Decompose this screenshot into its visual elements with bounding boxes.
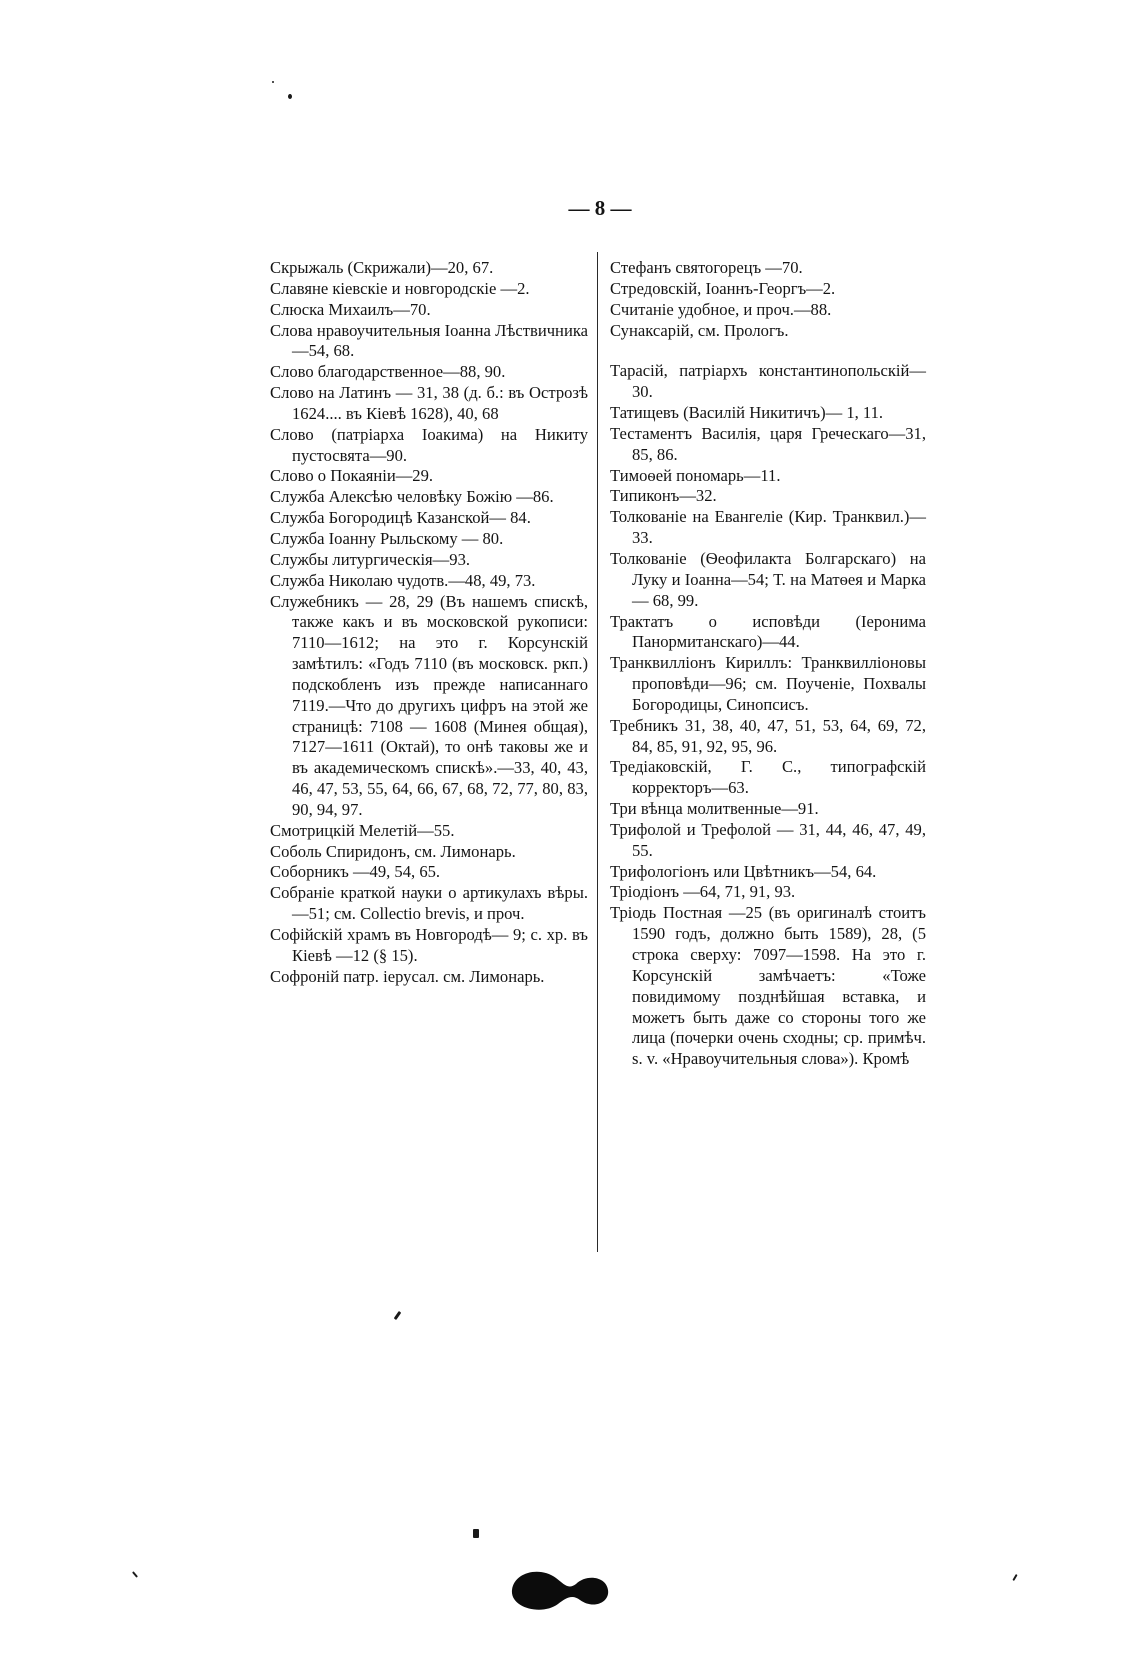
section-gap (610, 341, 926, 361)
index-entry: Тимоѳей пономарь—11. (610, 465, 781, 485)
index-entry: Трифологіонъ или Цвѣтникъ—54, 64. (610, 861, 877, 881)
index-entry: Соборникъ —49, 54, 65. (270, 862, 441, 882)
index-entry: Служебникъ — 28, 29 (Въ нашемъ спискѣ, также какъ и въ московской рукописи: 7110—1612; на это г. Корсунскій замѣтилъ: «Годъ 7110 (въ московск. ркп.) подскобленъ изъ прежде написаннаго 7119.—Что до другихъ цифръ на этой же страницѣ: 7108 — 1608 (Минея общая), 7127—1611 (Октай), то онѣ таковы же и въ академическомъ спискѣ».—33, 40, 43, 46, 47, 53, 55, 64, 66, 67, 68, 72, 77, 80, 83, 90, 94, 97. (270, 591, 588, 819)
index-entry: Трифолой и Трефолой — 31, 44, 46, 47, 49, 55. (610, 819, 926, 860)
index-entry: Транквилліонъ Кириллъ: Транквилліоновы проповѣди—96; см. Поученіе, Похвалы Богородицы, Синопсисъ. (610, 653, 926, 714)
index-entry: Слова нравоучительныя Іоанна Лѣствичника—54, 68. (270, 320, 588, 361)
index-entry: Службы литургическія—93. (270, 549, 471, 569)
index-entry: Смотрицкій Мелетій—55. (270, 820, 455, 840)
index-entry: Служба Іоанну Рыльскому — 80. (270, 528, 504, 548)
index-entry: Тріодіонъ —64, 71, 91, 93. (610, 882, 796, 902)
index-entry: Славяне кіевскіе и новгородскіе —2. (270, 278, 530, 298)
scan-speck (394, 1311, 402, 1320)
index-entry: Три вѣнца молитвенные—91. (610, 799, 819, 819)
index-entry: Служба Алексѣю человѣку Божію —86. (270, 487, 554, 507)
index-entry: Толкованіе на Евангеліе (Кир. Транквил.)—33. (610, 507, 926, 548)
column-divider (597, 252, 598, 1252)
index-entry: Служба Николаю чудотв.—48, 49, 73. (270, 570, 536, 590)
index-entry: Слово о Покаяніи—29. (270, 466, 434, 486)
index-entry: Собраніе краткой науки о артикулахъ вѣры.—51; см. Collectio brevis, и проч. (270, 883, 588, 924)
index-column-left (270, 258, 588, 988)
index-entry: Татищевъ (Василій Никитичъ)— 1, 11. (610, 403, 884, 423)
index-entry: Стредовскій, Іоаннъ-Георгъ—2. (610, 278, 836, 298)
index-entry: Тріодь Постная —25 (въ оригиналѣ стоитъ 1590 годъ, должно быть 1589), 28, (5 строка сверху: 7097—1598. На это г. Корсунскій замѣчаетъ: «Тоже повидимому позднѣйшая вставка, и можетъ быть даже со стороны того же лица (почерки очень сходны; ср. примѣч. s. v. «Нравоучительныя слова»). Кромѣ (610, 903, 926, 1069)
index-entry: Трактатъ о исповѣди (Іеронима Панормитанскаго)—44. (610, 611, 926, 652)
index-entry: Тарасій, патріархъ константинопольскій—30. (610, 361, 926, 402)
index-entry: Стефанъ святогорецъ —70. (610, 258, 803, 277)
index-column-right (610, 258, 926, 1070)
index-entry: Служба Богородицѣ Казанской— 84. (270, 508, 531, 528)
index-entry: Слово благодарственное—88, 90. (270, 362, 506, 382)
index-entry: Софійскій храмъ въ Новгородѣ— 9; с. хр. въ Кіевѣ —12 (§ 15). (270, 925, 588, 965)
index-entry: Типиконъ—32. (610, 486, 717, 506)
index-entry: Требникъ 31, 38, 40, 47, 51, 53, 64, 69, 72, 84, 85, 91, 92, 95, 96. (610, 715, 926, 756)
index-entry: Слюска Михаилъ—70. (270, 299, 431, 319)
index-entry: Сунаксарій, см. Прологъ. (610, 320, 789, 340)
scan-speck (473, 1529, 479, 1538)
index-entry: Считаніе удобное, и проч.—88. (610, 299, 832, 319)
index-entry: Скрыжаль (Скрижали)—20, 67. (270, 258, 494, 277)
scan-speck (1012, 1574, 1017, 1581)
ink-blot (506, 1560, 612, 1614)
index-entry: Соболь Спиридонъ, см. Лимонарь. (270, 841, 516, 861)
index-entry: Тредіаковскій, Г. С., типографскій корректоръ—63. (610, 757, 926, 798)
index-entry: Софроній патр. іерусал. см. Лимонарь. (270, 966, 545, 986)
index-entry: Тестаментъ Василія, царя Греческаго—31, 85, 86. (610, 423, 926, 464)
scan-speck (288, 94, 292, 99)
scan-speck (272, 81, 274, 83)
index-entry: Толкованіе (Ѳеофилакта Болгарскаго) на Луку и Іоанна—54; Т. на Матѳея и Марка — 68, 99. (610, 548, 926, 610)
scan-speck (132, 1571, 138, 1578)
index-entry: Слово (патріарха Іоакима) на Никиту пустосвята—90. (270, 424, 588, 465)
index-entry: Слово на Латинъ — 31, 38 (д. б.: въ Острозѣ 1624.... въ Кіевѣ 1628), 40, 68 (270, 383, 588, 423)
page-number: — 8 — (568, 196, 632, 220)
